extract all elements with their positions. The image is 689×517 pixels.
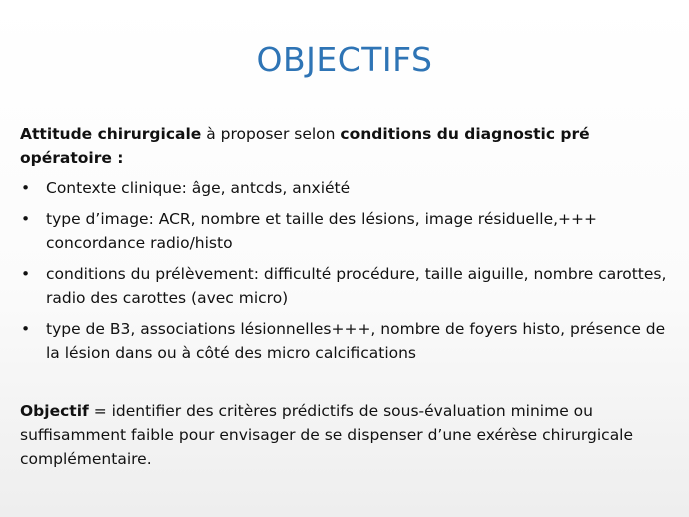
bullet-icon: • xyxy=(21,320,31,338)
bullet-icon: • xyxy=(21,265,31,283)
bullet-list xyxy=(20,176,670,365)
slide-body xyxy=(20,122,670,471)
list-item-text: type de B3, associations lésionnelles+++, nombre de foyers histo, présence de la lésion dans ou à côté des micro calcifications xyxy=(46,320,666,362)
list-item xyxy=(20,207,670,255)
intro-bold-surgical-attitude: Attitude chirurgicale xyxy=(20,125,202,143)
objective-bold-label: Objectif xyxy=(20,402,89,420)
list-item-text: type d’image: ACR, nombre et taille des lésions, image résiduelle,+++ concordance radio/histo xyxy=(46,210,597,252)
bullet-icon: • xyxy=(21,210,31,228)
intro-paragraph xyxy=(20,122,670,170)
slide-title: OBJECTIFS xyxy=(256,40,433,79)
objective-text: = identifier des critères prédictifs de sous-évaluation minime ou suffisamment faible pour envisager de se dispenser d’une exérèse chirurgicale complémentaire. xyxy=(20,402,634,468)
list-item xyxy=(20,262,670,310)
list-item xyxy=(20,176,670,200)
intro-text: à proposer selon xyxy=(201,125,341,143)
list-item-text: Contexte clinique: âge, antcds, anxiété xyxy=(46,179,351,197)
list-item xyxy=(20,317,670,365)
bullet-icon: • xyxy=(21,179,31,197)
intro-bold-conditions: conditions du diagnostic pré opératoire : xyxy=(20,125,590,167)
objective-paragraph xyxy=(20,399,670,471)
list-item-text: conditions du prélèvement: difficulté procédure, taille aiguille, nombre carottes, radio des carottes (avec micro) xyxy=(46,265,667,307)
